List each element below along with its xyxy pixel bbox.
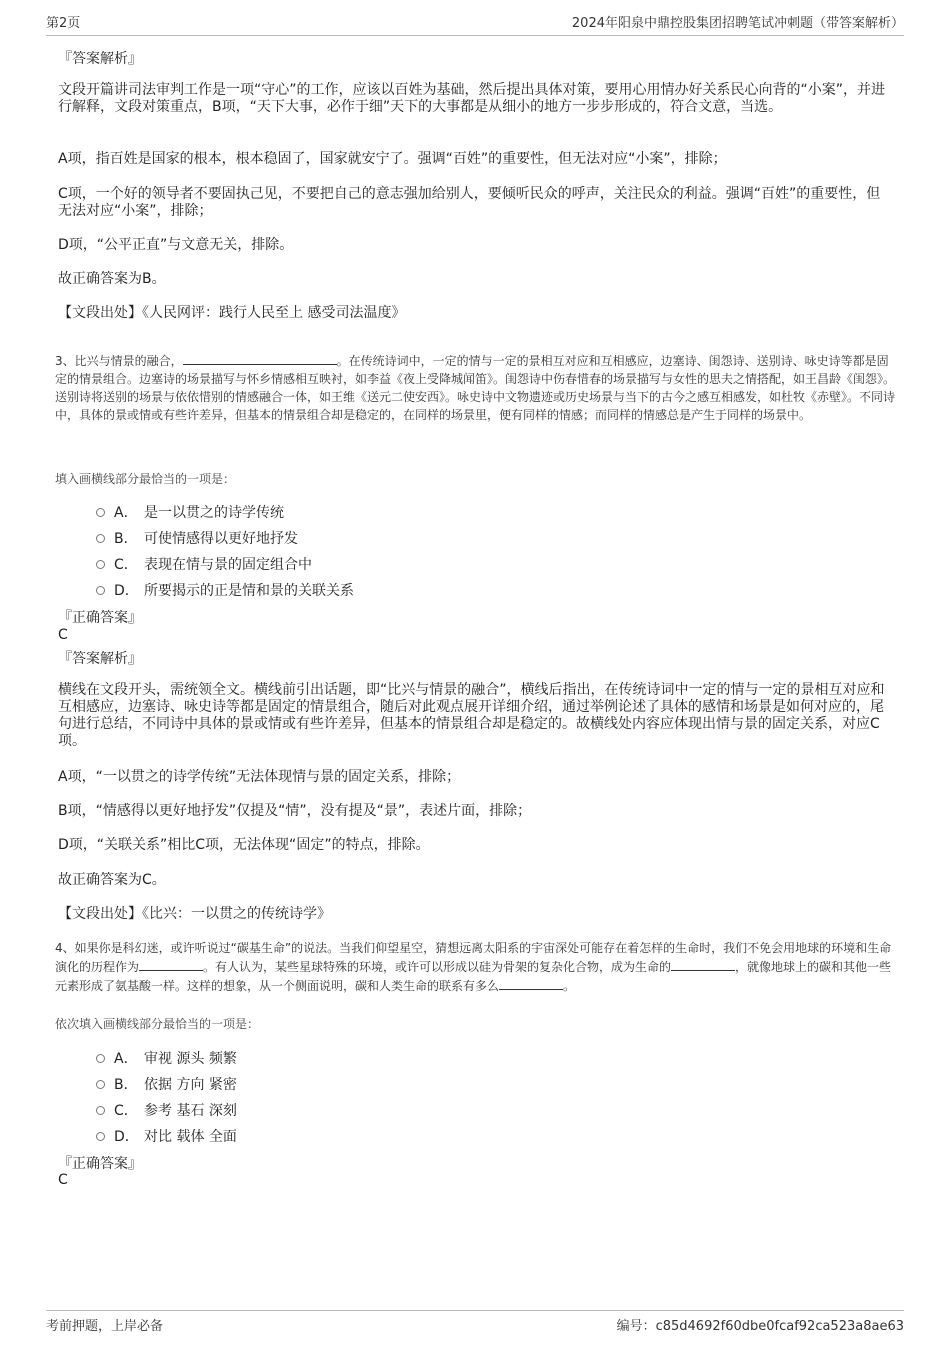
q4-blank-3 xyxy=(499,976,563,990)
q3-answer: C xyxy=(58,627,68,643)
q2-answer-summary: 故正确答案为B。 xyxy=(58,271,166,287)
radio-icon[interactable] xyxy=(96,508,105,517)
q4-option-b[interactable]: B． 依据 方向 紧密 xyxy=(96,1074,237,1094)
q3-option-d[interactable]: D． 所要揭示的正是情和景的关联关系 xyxy=(96,580,354,600)
radio-icon[interactable] xyxy=(96,1080,105,1089)
q2-analysis-tag: 『答案解析』 xyxy=(58,51,142,67)
q4-option-a[interactable]: A． 审视 源头 频繁 xyxy=(96,1048,237,1068)
q2-analysis-p3: C项，一个好的领导者不要固执己见，不要把自己的意志强加给别人，要倾听民众的呼声，关注民众的利益。强调“百姓”的重要性，但无法对应“小案”，排除； xyxy=(58,186,881,219)
q3-prompt: 填入画横线部分最恰当的一项是： xyxy=(55,472,236,486)
q3-blank xyxy=(183,351,337,365)
q4-option-c[interactable]: C． 参考 基石 深刻 xyxy=(96,1100,237,1120)
radio-icon[interactable] xyxy=(96,1106,105,1115)
document-title: 2024年阳泉中鼎控股集团招聘笔试冲刺题（带答案解析） xyxy=(571,16,904,31)
q2-analysis-p1: 文段开篇讲司法审判工作是一项“守心”的工作，应该以百姓为基础，然后提出具体对策，要用心用情办好关系民心向背的“小案”，并进行解释，文段对策重点，B项，“天下大事，必作于细”天下的大事都是从细小的地方一步步形成的，符合文意，当选。 xyxy=(58,82,886,115)
q3-answer-tag: 『正确答案』 xyxy=(58,610,142,626)
radio-icon[interactable] xyxy=(96,534,105,543)
q4-answer: C xyxy=(58,1172,68,1188)
footer-slogan: 考前押题，上岸必备 xyxy=(46,1319,164,1334)
radio-icon[interactable] xyxy=(96,1132,105,1141)
q3-option-b[interactable]: B． 可使情感得以更好地抒发 xyxy=(96,528,298,548)
radio-icon[interactable] xyxy=(96,586,105,595)
radio-icon[interactable] xyxy=(96,1054,105,1063)
q2-analysis-p4: D项，“公平正直”与文意无关，排除。 xyxy=(58,237,294,253)
q3-source: 【文段出处】《比兴：一以贯之的传统诗学》 xyxy=(58,906,331,922)
q3-analysis-p2: A项，“一以贯之的诗学传统”无法体现情与景的固定关系，排除； xyxy=(58,769,461,785)
q3-answer-summary: 故正确答案为C。 xyxy=(58,872,166,888)
page-footer xyxy=(46,1310,904,1334)
q3-analysis-tag: 『答案解析』 xyxy=(58,651,142,667)
q4-blank-1 xyxy=(139,957,203,971)
q4-question-text: 4、如果你是科幻迷，或许听说过“碳基生命”的说法。当我们仰望星空，猜想远离太阳系的宇宙深处可能存在着怎样的生命时，我们不免会用地球的环境和生命演化的历程作为 。有人认为，某些星球特殊的环境，或许可以形成以硅为骨架的复杂化合物，成为生命的 ，就像地球上的碳和其他一些元素形成了氨基酸一样。这样的想象，从一个侧面说明，碳和人类生命的联系有多么 。 xyxy=(55,941,892,993)
q2-source: 【文段出处】《人民网评：践行人民至上 感受司法温度》 xyxy=(58,305,406,321)
page-number: 第2页 xyxy=(46,16,81,31)
q4-prompt: 依次填入画横线部分最恰当的一项是： xyxy=(55,1017,260,1031)
q3-analysis-p1: 横线在文段开头，需统领全文。横线前引出话题，即“比兴与情景的融合”，横线后指出，在传统诗词中一定的情与一定的景相互对应和互相感应，边塞诗、咏史诗等都是固定的情景组合，随后对此观点展开详细介绍，通过举例论述了具体的感情和场景是如何对应的，尾句进行总结，不同诗中具体的景或情或有些许差异，但基本的情景组合却是稳定的。故横线处内容应体现出情与景的固定关系，对应C项。 xyxy=(58,682,885,749)
radio-icon[interactable] xyxy=(96,560,105,569)
q3-question-text: 3、比兴与情景的融合， 。在传统诗词中，一定的情与一定的景相互对应和互相感应，边塞诗、闺怨诗、送别诗、咏史诗等都是固定的情景组合。边塞诗的场景描写与怀乡情感相互映衬，如李益《夜上受降城闻笛》。闺怨诗中伤春惜春的场景描写与女性的思夫之情搭配，如王昌龄《闺怨》。送别诗将送别的场景与依依惜别的情感融合一体，如王维《送元二使安西》。咏史诗中文物遗迹或历史场景与当下的古今之感互相感发，如杜牧《赤壁》。不同诗中，具体的景或情或有些许差异，但基本的情景组合却是稳定的，在同样的场景里，便有同样的情感；而同样的情感总是产生于同样的场景中。 xyxy=(55,351,897,424)
q4-option-d[interactable]: D． 对比 载体 全面 xyxy=(96,1126,237,1146)
q2-analysis-p2: A项，指百姓是国家的根本，根本稳固了，国家就安宁了。强调“百姓”的重要性，但无法对应“小案”，排除； xyxy=(58,151,727,167)
document-id: 编号：c85d4692f60dbe0fcaf92ca523a8ae63 xyxy=(616,1319,904,1334)
q4-blank-2 xyxy=(671,957,735,971)
q3-option-a[interactable]: A． 是一以贯之的诗学传统 xyxy=(96,502,284,522)
q3-analysis-p4: D项，“关联关系”相比C项，无法体现“固定”的特点，排除。 xyxy=(58,837,430,853)
page-header xyxy=(46,12,904,36)
q3-analysis-p3: B项，“情感得以更好地抒发”仅提及“情”，没有提及“景”，表述片面，排除； xyxy=(58,803,532,819)
q3-option-c[interactable]: C． 表现在情与景的固定组合中 xyxy=(96,554,312,574)
q4-answer-tag: 『正确答案』 xyxy=(58,1156,142,1172)
